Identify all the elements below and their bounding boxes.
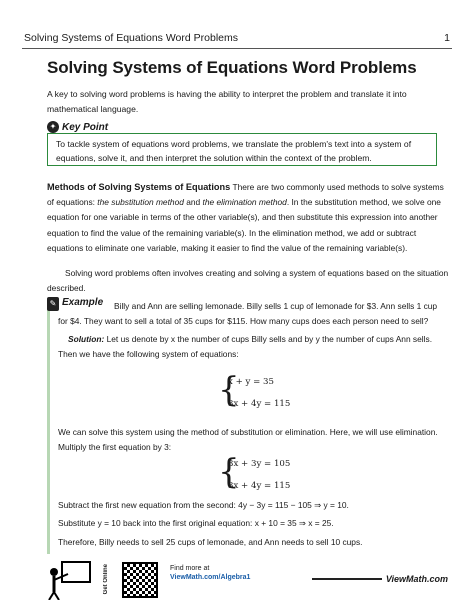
solution-text: Let us denote by x the number of cups Billy sells and by y the number of cups Ann sells.	[104, 334, 433, 344]
page-footer	[22, 560, 452, 605]
logo-text: ViewMath.com	[385, 574, 448, 584]
example-text-line2: for $4. They want to sell a total of 35 cups for $115. How many cups does each person need to sell?	[58, 316, 429, 326]
page-header	[22, 30, 452, 49]
system2-eq2: 3x + 4y = 115	[228, 481, 291, 491]
example-sidebar	[47, 302, 50, 554]
qr-code-icon[interactable]	[122, 562, 158, 598]
methods-heading: Methods of Solving Systems of Equations	[47, 182, 231, 192]
viewmath-logo	[312, 574, 448, 584]
find-more-text	[170, 564, 250, 582]
final-answer: Therefore, Billy needs to sell 25 cups of lemonade, and Ann needs to sell 10 cups.	[58, 537, 363, 547]
subtract-step: Subtract the first new equation from the second: 4y − 3y = 115 − 105 ⇒ y = 10.	[58, 500, 349, 510]
key-point-label: Key Point	[62, 121, 109, 133]
teacher-icon	[44, 560, 94, 600]
arrow-icon	[312, 578, 382, 580]
page-title: Solving Systems of Equations Word Problems	[47, 58, 417, 77]
lightbulb-icon: ✦	[47, 121, 59, 133]
methods-text-b: and	[183, 197, 203, 208]
example-text-line1: Billy and Ann are selling lemonade. Billy sells 1 cup of lemonade for $3. Ann sells 1 cup	[114, 301, 438, 311]
brace-icon: {	[218, 452, 240, 492]
header-title: Solving Systems of Equations Word Problems	[24, 32, 238, 44]
equation-system-2	[218, 452, 318, 499]
method-elimination: the elimination method	[202, 197, 287, 208]
key-point-box: To tackle system of equations word problems, we translate the problem's text into a system of equations, solve it, and then interpret the solution within the context of the problem.	[47, 133, 437, 166]
methods-text-c: . In the substitution method, we solve one equation for one variable in terms of the other variable(s), and then substitute this expression into another equation to find the value of the remaining variable(s). In the elimination method, we add or subtract equations to eliminate one variable, making it easier to find the value of the remaining variable(s).	[47, 197, 441, 253]
solution-label: Solution:	[68, 334, 105, 344]
methods-text-a: There are two commonly used methods to solve systems of equations:	[47, 182, 444, 208]
solution-line	[68, 332, 453, 347]
system1-eq2: 3x + 4y = 115	[228, 399, 291, 409]
get-online-label: Get Online	[103, 564, 109, 595]
find-more-label: Find more at	[170, 565, 210, 572]
page-number: 1	[444, 32, 450, 44]
equation-system-1	[218, 370, 318, 417]
brace-icon: {	[218, 370, 240, 410]
find-more-link[interactable]: ViewMath.com/Algebra1	[170, 574, 251, 581]
methods-paragraph	[47, 180, 452, 256]
system1-eq1: x + y = 35	[228, 377, 274, 387]
solve-method-text: We can solve this system using the method of substitution or elimination. Here, we will use elimination. Multiply the first equation by 3:	[58, 427, 438, 453]
pencil-icon: ✎	[47, 297, 59, 311]
intro-paragraph: A key to solving word problems is having the ability to interpret the problem and translate it into mathematical language.	[47, 89, 407, 114]
key-point-title	[47, 121, 108, 133]
word-problems-paragraph: Solving word problems often involves creating and solving a system of equations based on the situation described.	[47, 268, 449, 294]
method-substitution: the substitution method	[97, 197, 184, 208]
then-text: Then we have the following system of equations:	[58, 349, 239, 359]
example-label: Example	[62, 297, 104, 308]
substitute-step: Substitute y = 10 back into the first original equation: x + 10 = 35 ⇒ x = 25.	[58, 518, 334, 528]
system2-eq1: 3x + 3y = 105	[228, 459, 291, 469]
